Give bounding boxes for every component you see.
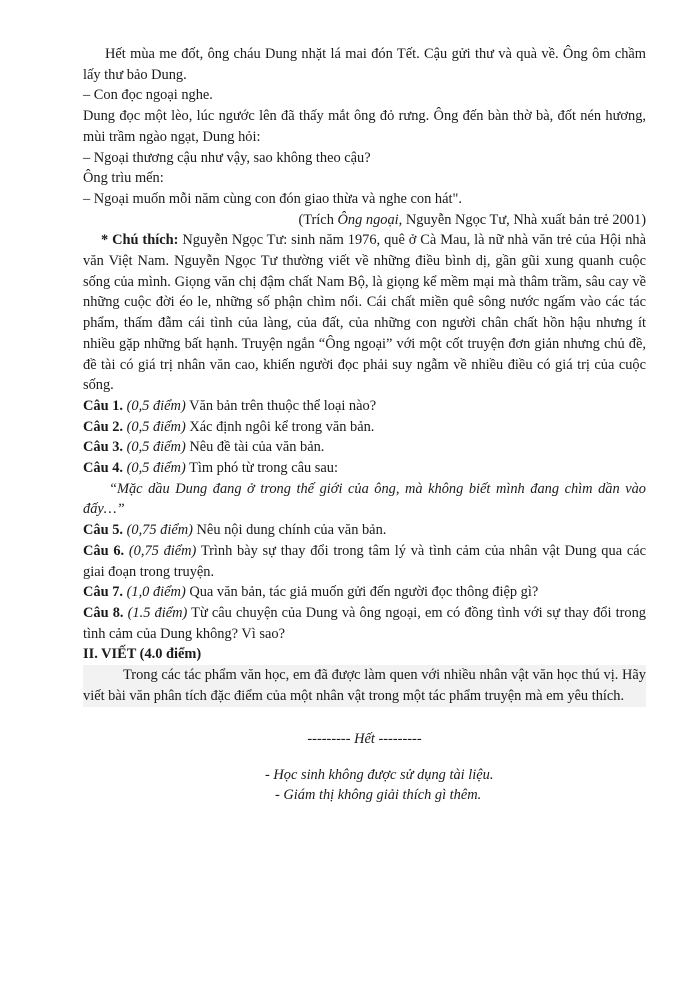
question-label: Câu 5.: [83, 522, 123, 539]
author-note: [83, 230, 646, 396]
question-points: (1.5 điểm): [127, 604, 188, 621]
story-paragraph-2: Dung đọc một lèo, lúc ngước lên đã thấy mắt ông đỏ rưng. Ông đến bàn thờ bà, đốt nén hương, mùi trầm ngào ngạt, Dung hỏi:: [83, 108, 646, 145]
author-note-label: * Chú thích:: [101, 232, 179, 249]
citation-suffix: Nguyễn Ngọc Tư, Nhà xuất bản trẻ 2001): [402, 211, 646, 228]
question-points: (0,75 điểm): [128, 542, 197, 559]
footnote-2: - Giám thị không giải thích gì thêm.: [275, 787, 482, 804]
question-6: [83, 541, 646, 582]
story-dialogue-3: – Ngoại muốn mỗi năm cùng con đón giao thừa và nghe con hát".: [83, 190, 462, 207]
question-text: Từ câu chuyện của Dung và ông ngoại, em có đồng tình với sự thay đổi trong tình cảm của Dung không? Vì sao?: [83, 604, 646, 642]
question-text: Tìm phó từ trong câu sau:: [185, 460, 338, 477]
question-points: (1,0 điểm): [126, 584, 186, 601]
question-points: (0,5 điểm): [126, 397, 186, 414]
section-2-title: II. VIẾT (4.0 điểm): [83, 646, 202, 663]
question-points: (0,5 điểm): [126, 418, 186, 435]
question-label: Câu 6.: [83, 542, 125, 559]
question-label: Câu 1.: [83, 397, 123, 414]
question-label: Câu 2.: [83, 418, 123, 435]
question-points: (0,75 điểm): [126, 522, 193, 539]
question-7: [83, 582, 646, 603]
question-text: Xác định ngôi kể trong văn bản.: [185, 418, 375, 435]
story-dialogue-2: – Ngoại thương cậu như vậy, sao không theo cậu?: [83, 149, 371, 166]
question-text: Qua văn bản, tác giả muốn gửi đến người đọc thông điệp gì?: [185, 584, 539, 601]
citation-title: Ông ngoại,: [337, 211, 403, 228]
citation-prefix: (Trích: [298, 211, 338, 228]
exam-page: [83, 44, 646, 805]
question-label: Câu 8.: [83, 604, 124, 621]
question-4-quote: “Mặc dầu Dung đang ở trong thế giới của ông, mà không biết mình đang chìm dần vào đấy…”: [83, 480, 646, 518]
story-line: Ông trìu mến:: [83, 170, 164, 187]
question-text: Nêu đề tài của văn bản.: [185, 439, 325, 456]
question-label: Câu 4.: [83, 460, 123, 477]
question-points: (0,5 điểm): [126, 439, 186, 456]
question-3: [83, 437, 646, 458]
footnote-1: - Học sinh không được sử dụng tài liệu.: [265, 767, 494, 784]
end-mark: --------- Hết ---------: [307, 730, 422, 747]
writing-prompt: Trong các tác phẩm văn học, em đã được làm quen với nhiều nhân vật văn học thú vị. Hãy viết bài văn phân tích đặc điểm của một nhân vật trong một tác phẩm truyện mà em yêu thích.: [83, 665, 646, 706]
question-text: Trình bày sự thay đổi trong tâm lý và tình cảm của nhân vật Dung qua các giai đoạn trong truyện.: [83, 542, 646, 580]
footnotes: [83, 765, 646, 805]
question-text: Văn bản trên thuộc thể loại nào?: [185, 397, 377, 414]
question-label: Câu 3.: [83, 439, 123, 456]
story-paragraph-1: Hết mùa me đốt, ông cháu Dung nhặt lá mai đón Tết. Cậu gửi thư và quà về. Ông ôm chầm lấy thư bảo Dung.: [83, 46, 646, 83]
question-5: [83, 520, 646, 541]
author-note-text: Nguyễn Ngọc Tư: sinh năm 1976, quê ở Cà Mau, là nữ nhà văn trẻ của Hội nhà văn Việt Nam. Nguyễn Ngọc Tư thường viết về những điều bình dị, gần gũi xung quanh cuộc sống của mình. Giọng văn chị đậm chất Nam Bộ, là giọng kể mềm mại mà thâm trầm, sâu cay về những cuộc đời éo le, những số phận chìm nổi. Cái chất miền quê sông nước ngấm vào các tác phẩm, thấm đẫm cái tình của làng, của đất, của những con người chân chất hồn hậu nhưng ít nhiều gặp những bất hạnh. Truyện ngắn “Ông ngoại” với một cốt truyện đơn giản nhưng chủ đề, đề tài có giá trị nhân văn cao, khiến người đọc phải suy ngẫm về nhiều điều có giá trị của cuộc sống.: [83, 232, 646, 394]
question-4: [83, 458, 646, 479]
citation: [83, 210, 646, 231]
question-1: [83, 396, 646, 417]
question-2: [83, 417, 646, 438]
question-8: [83, 603, 646, 644]
question-text: Nêu nội dung chính của văn bản.: [192, 522, 387, 539]
question-label: Câu 7.: [83, 584, 123, 601]
question-points: (0,5 điểm): [126, 460, 186, 477]
story-dialogue-1: – Con đọc ngoại nghe.: [83, 87, 213, 104]
